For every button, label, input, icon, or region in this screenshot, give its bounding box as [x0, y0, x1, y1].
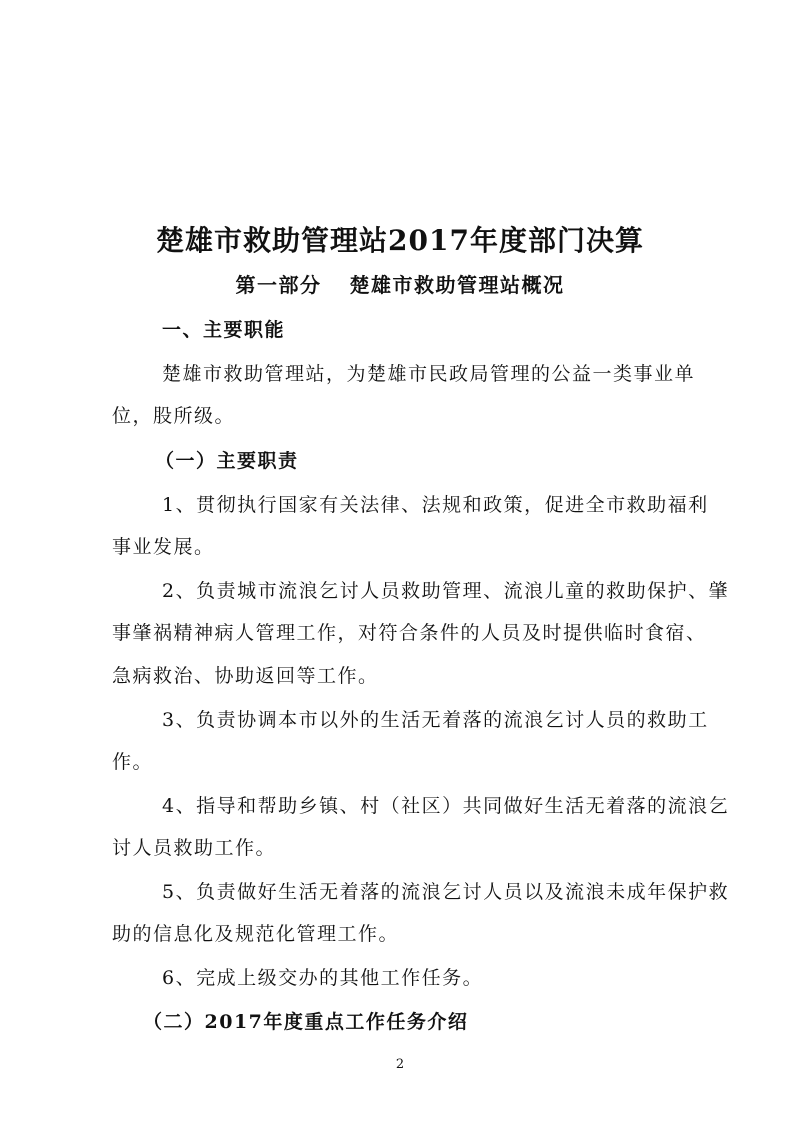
section-heading-main-functions: 一、主要职能 — [162, 319, 286, 341]
duty-4-line-2: 讨人员救助工作。 — [112, 837, 277, 859]
duty-5-line-2: 助的信息化及规范化管理工作。 — [112, 923, 400, 945]
duty-3-line-2: 作。 — [112, 751, 154, 773]
duty-1-line-2: 事业发展。 — [112, 536, 215, 558]
document-title: 楚雄市救助管理站2017年度部门决算 — [156, 224, 644, 257]
intro-paragraph-line-2: 位，股所级。 — [112, 405, 236, 427]
part-heading — [0, 272, 800, 298]
duty-6-line-1: 6、完成上级交办的其他工作任务。 — [162, 967, 484, 989]
duty-2-line-1: 2、负责城市流浪乞讨人员救助管理、流浪儿童的救助保护、肇 — [162, 580, 730, 602]
duty-1-line-1: 1、贯彻执行国家有关法律、法规和政策，促进全市救助福利 — [162, 494, 709, 516]
duty-4-line-1: 4、指导和帮助乡镇、村（社区）共同做好生活无着落的流浪乞 — [162, 795, 730, 817]
subsection-heading-key-tasks: （二）2017年度重点工作任务介绍 — [143, 1011, 469, 1033]
subsection-heading-main-duties: （一）主要职责 — [155, 450, 299, 472]
duty-3-line-1: 3、负责协调本市以外的生活无着落的流浪乞讨人员的救助工 — [162, 709, 709, 731]
part-label: 第一部分 — [235, 273, 322, 297]
duty-5-line-1: 5、负责做好生活无着落的流浪乞讨人员以及流浪未成年保护救 — [162, 881, 730, 903]
intro-paragraph-line-1: 楚雄市救助管理站，为楚雄市民政局管理的公益一类事业单 — [162, 363, 696, 385]
duty-2-line-3: 急病救治、协助返回等工作。 — [112, 665, 379, 687]
duty-2-line-2: 事肇祸精神病人管理工作，对符合条件的人员及时提供临时食宿、 — [112, 622, 707, 644]
part-title: 楚雄市救助管理站概况 — [349, 273, 565, 297]
page-number: 2 — [395, 1057, 405, 1072]
